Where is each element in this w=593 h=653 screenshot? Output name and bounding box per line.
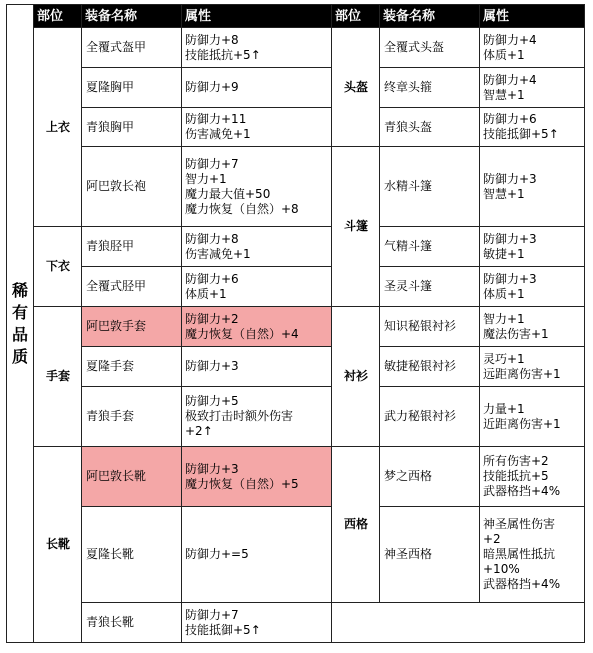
attr-line: 武器格挡+4% — [483, 484, 561, 498]
table-row — [7, 507, 585, 603]
attr-line: 技能抵御+5↑ — [483, 127, 559, 141]
attr-line: 近距离伤害+1 — [483, 416, 561, 431]
item-name: 梦之西格 — [380, 447, 480, 507]
attr-line: 智力+1 — [483, 311, 525, 326]
slot-top: 上衣 — [34, 28, 82, 227]
item-name: 夏隆胸甲 — [82, 68, 182, 108]
item-name: 水精斗篷 — [380, 147, 480, 227]
item-attrs — [480, 307, 585, 347]
item-name: 圣灵斗篷 — [380, 267, 480, 307]
attr-line: 防御力+7 — [185, 156, 239, 171]
rarity-char: 有 — [11, 302, 28, 322]
attr-line: 极致打击时额外伤害 — [185, 409, 294, 423]
item-name: 全覆式胫甲 — [82, 267, 182, 307]
item-name: 青狼长靴 — [82, 603, 182, 643]
item-attrs — [480, 68, 585, 108]
attr-line: 防御力+11 — [185, 112, 247, 126]
attr-line: 防御力+7 — [185, 607, 239, 622]
item-attrs — [182, 227, 332, 267]
attr-line: 魔力恢复（自然）+4 — [185, 326, 299, 341]
item-name: 青狼胫甲 — [82, 227, 182, 267]
attr-line: 防御力+8 — [185, 231, 239, 246]
attr-line: 防御力+3 — [185, 461, 239, 476]
table-row — [7, 603, 585, 643]
table-row — [7, 108, 585, 147]
slot-sigil: 西格 — [332, 447, 380, 603]
attr-line: 魔法伤害+1 — [483, 326, 549, 341]
item-attrs — [182, 307, 332, 347]
attr-line: +10% — [483, 562, 520, 576]
table-row — [7, 227, 585, 267]
header-attrs: 属性 — [182, 5, 332, 28]
item-name: 青狼手套 — [82, 387, 182, 447]
item-name: 青狼胸甲 — [82, 108, 182, 147]
attr-line: 所有伤害+2 — [483, 454, 549, 468]
table-row — [7, 347, 585, 387]
item-attrs — [480, 28, 585, 68]
header-row — [7, 5, 585, 28]
attr-line: 智力+1 — [185, 171, 227, 186]
item-name: 敏捷秘银衬衫 — [380, 347, 480, 387]
attr-line: +2 — [483, 532, 501, 546]
attr-line: 智慧+1 — [483, 87, 525, 102]
header-slot: 部位 — [34, 5, 82, 28]
item-name: 夏隆长靴 — [82, 507, 182, 603]
item-attrs — [182, 447, 332, 507]
attr-line: 力量+1 — [483, 401, 525, 416]
empty-cell — [332, 603, 585, 643]
attr-line: 敏捷+1 — [483, 246, 525, 261]
item-name: 知识秘银衬衫 — [380, 307, 480, 347]
attr-line: 防御力+3 — [483, 171, 537, 186]
item-name: 阿巴敦手套 — [82, 307, 182, 347]
attr-line: 伤害减免+1 — [185, 127, 251, 141]
attr-line: 魔力恢复（自然）+5 — [185, 476, 299, 491]
attr-line: 技能抵抗+5 — [483, 469, 549, 483]
slot-cloak: 斗篷 — [332, 147, 380, 307]
attr-line: 防御力+=5 — [185, 547, 249, 561]
attr-line: 防御力+8 — [185, 32, 239, 47]
attr-line: 防御力+4 — [483, 32, 537, 47]
header-slot: 部位 — [332, 5, 380, 28]
attr-line: 体质+1 — [483, 286, 525, 301]
item-name: 武力秘银衬衫 — [380, 387, 480, 447]
item-attrs — [480, 447, 585, 507]
attr-line: 技能抵御+5↑ — [185, 622, 261, 637]
table-row — [7, 147, 585, 227]
item-attrs — [480, 387, 585, 447]
attr-line: 防御力+6 — [483, 112, 537, 126]
item-attrs — [182, 68, 332, 108]
slot-shirt: 衬衫 — [332, 307, 380, 447]
attr-line: 防御力+2 — [185, 311, 239, 326]
item-name: 阿巴敦长袍 — [82, 147, 182, 227]
item-attrs — [480, 147, 585, 227]
item-name: 夏隆手套 — [82, 347, 182, 387]
item-attrs — [182, 267, 332, 307]
item-attrs — [182, 347, 332, 387]
item-attrs — [182, 387, 332, 447]
attr-line: 技能抵抗+5↑ — [185, 47, 261, 62]
attr-line: 武器格挡+4% — [483, 577, 561, 591]
item-attrs — [480, 108, 585, 147]
table-row — [7, 68, 585, 108]
slot-helmet: 头盔 — [332, 28, 380, 147]
item-name: 气精斗篷 — [380, 227, 480, 267]
slot-bottom: 下衣 — [34, 227, 82, 307]
rare-equipment-table — [6, 4, 585, 643]
attr-line: 体质+1 — [185, 286, 227, 301]
attr-line: 灵巧+1 — [483, 351, 525, 366]
attr-line: 防御力+6 — [185, 271, 239, 286]
rarity-char: 质 — [11, 346, 28, 366]
table-row — [7, 28, 585, 68]
item-name: 全覆式盔甲 — [82, 28, 182, 68]
table-row — [7, 267, 585, 307]
attr-line: 远距离伤害+1 — [483, 366, 561, 381]
table-row — [7, 447, 585, 507]
item-attrs — [182, 507, 332, 603]
item-attrs — [480, 267, 585, 307]
attr-line: 神圣属性伤害 — [483, 517, 556, 531]
table-row — [7, 307, 585, 347]
attr-line: 防御力+3 — [483, 271, 537, 286]
slot-boots: 长靴 — [34, 447, 82, 643]
item-name: 阿巴敦长靴 — [82, 447, 182, 507]
item-attrs — [480, 347, 585, 387]
header-name: 装备名称 — [380, 5, 480, 28]
attr-line: 防御力+9 — [185, 80, 239, 94]
item-name: 全覆式头盔 — [380, 28, 480, 68]
slot-gloves: 手套 — [34, 307, 82, 447]
item-name: 青狼头盔 — [380, 108, 480, 147]
attr-line: 智慧+1 — [483, 186, 525, 201]
rarity-char: 品 — [11, 324, 28, 344]
attr-line: 防御力+3 — [185, 359, 239, 373]
rarity-label — [7, 5, 34, 643]
attr-line: +2↑ — [185, 424, 213, 438]
item-attrs — [182, 28, 332, 68]
attr-line: 伤害减免+1 — [185, 246, 251, 261]
header-attrs: 属性 — [480, 5, 585, 28]
rarity-char: 稀 — [11, 280, 28, 300]
item-attrs — [182, 147, 332, 227]
attr-line: 防御力+4 — [483, 72, 537, 87]
item-attrs — [182, 603, 332, 643]
item-attrs — [480, 227, 585, 267]
attr-line: 暗黑属性抵抗 — [483, 547, 556, 561]
attr-line: 体质+1 — [483, 47, 525, 62]
attr-line: 魔力恢复（自然）+8 — [185, 201, 299, 216]
item-attrs — [480, 507, 585, 603]
attr-line: 防御力+5 — [185, 394, 239, 408]
item-attrs — [182, 108, 332, 147]
attr-line: 防御力+3 — [483, 231, 537, 246]
attr-line: 魔力最大值+50 — [185, 186, 271, 201]
table-row — [7, 387, 585, 447]
item-name: 神圣西格 — [380, 507, 480, 603]
header-name: 装备名称 — [82, 5, 182, 28]
item-name: 终章头箍 — [380, 68, 480, 108]
